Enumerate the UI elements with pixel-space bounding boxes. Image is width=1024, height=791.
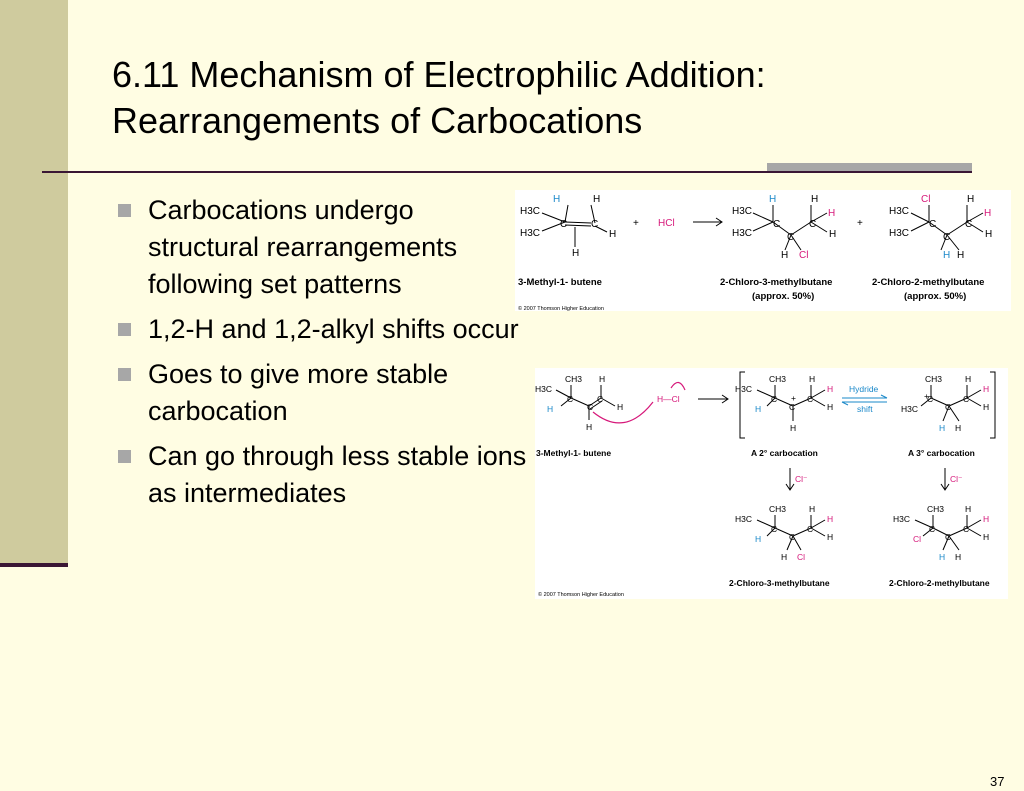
chem-label: (approx. 50%) (904, 291, 967, 302)
chem-label: H (553, 194, 561, 205)
chem-label: H3C (889, 206, 910, 217)
title-divider-accent (767, 163, 972, 171)
chem-label: CH3 (769, 504, 787, 514)
bullet-item (118, 192, 528, 303)
title-divider (42, 171, 972, 173)
chem-label: H3C (732, 228, 753, 239)
product1-name: 2-Chloro-3-methylbutane (729, 578, 830, 588)
chem-label: H (983, 384, 990, 394)
chem-label: H (755, 534, 762, 544)
chem-label: Cl⁻ (795, 474, 808, 484)
chem-label: H—Cl (657, 394, 680, 404)
chem-label: H (609, 229, 617, 240)
reaction-figure-overall (515, 190, 1011, 311)
chem-label: C (771, 394, 778, 404)
chem-label: + (924, 391, 929, 401)
carbocation-3-label: A 3° carbocation (908, 448, 975, 458)
chem-label: H (547, 404, 554, 414)
chem-label: H (828, 208, 836, 219)
chem-label: Cl (797, 552, 806, 562)
chem-label: H3C (889, 228, 910, 239)
chem-label: C (789, 532, 796, 542)
chem-label: H (965, 374, 972, 384)
product2-name: 2-Chloro-2-methylbutane (872, 277, 985, 288)
chem-label: H (827, 384, 834, 394)
chem-label: H (781, 250, 789, 261)
chem-label: C (809, 219, 817, 230)
chem-label: H (790, 423, 797, 433)
chem-label: C (945, 532, 952, 542)
chem-label: H (943, 250, 951, 261)
chem-label: Cl (921, 194, 931, 205)
chem-label: H (593, 194, 601, 205)
bullet-square-icon (118, 323, 131, 336)
bullet-text: 1,2-H and 1,2-alkyl shifts occur (148, 314, 519, 344)
bullet-square-icon (118, 450, 131, 463)
product2-name: 2-Chloro-2-methylbutane (889, 578, 990, 588)
reactant-name: 3-Methyl-1- butene (536, 448, 612, 458)
chem-label: C (943, 232, 951, 243)
chem-label: (approx. 50%) (752, 291, 815, 302)
reaction-mechanism-diagram (535, 368, 1008, 599)
chem-label: C (945, 402, 952, 412)
chem-label: C (771, 524, 778, 534)
side-accent-bar (0, 0, 68, 565)
chem-label: C (591, 219, 599, 230)
title-line-1: 6.11 Mechanism of Electrophilic Addition: (112, 54, 766, 95)
chem-label: shift (857, 404, 873, 414)
page-number: 37 (990, 774, 1005, 789)
chem-label: C (965, 219, 973, 230)
bullet-square-icon (118, 204, 131, 217)
chem-label: H3C (535, 384, 553, 394)
title-line-2: Rearrangements of Carbocations (112, 100, 643, 141)
chem-label: H (955, 423, 962, 433)
chem-label: H (983, 532, 990, 542)
chem-label: H (957, 250, 965, 261)
carbocation-2-label: A 2° carbocation (751, 448, 818, 458)
chem-label: C (807, 524, 814, 534)
chem-label: H3C (732, 206, 753, 217)
figure2-copyright: © 2007 Thomson Higher Education (538, 592, 624, 598)
chem-label: C (773, 219, 781, 230)
chem-label: CH3 (925, 374, 943, 384)
chem-label: H (586, 422, 593, 432)
chem-label: C (587, 402, 594, 412)
reaction-figure-mechanism (535, 368, 1008, 599)
bullet-item (118, 356, 528, 430)
bullet-item (118, 311, 528, 348)
chem-label: H (599, 374, 606, 384)
chem-label: H (617, 402, 624, 412)
chem-label: H (984, 208, 992, 219)
chem-label: C (787, 232, 795, 243)
hydride-shift-label: Hydride (849, 384, 879, 394)
chem-label: C (963, 524, 970, 534)
reaction-overall-diagram (515, 190, 1011, 311)
chem-label: CH3 (769, 374, 787, 384)
side-accent-rule (0, 563, 68, 567)
chem-label: H (939, 423, 946, 433)
chem-label: CH3 (565, 374, 583, 384)
chem-label: C (929, 219, 937, 230)
chem-label: H (809, 504, 816, 514)
chem-label: + (791, 393, 796, 403)
chem-label: + (857, 218, 863, 229)
product1-name: 2-Chloro-3-methylbutane (720, 277, 833, 288)
reactant-name: 3-Methyl-1- butene (518, 277, 602, 288)
chem-label: H (827, 532, 834, 542)
chem-label: H (827, 514, 834, 524)
chem-label: CH3 (927, 504, 945, 514)
chem-label: H (755, 404, 762, 414)
chem-label: H (967, 194, 975, 205)
chem-label: H (985, 229, 993, 240)
chem-label: Cl (913, 534, 922, 544)
chem-label: H (781, 552, 788, 562)
chem-label: C (567, 394, 574, 404)
chem-label: H (572, 248, 580, 259)
chem-label: C (789, 402, 796, 412)
chem-label: H (983, 514, 990, 524)
chem-label: H3C (735, 384, 753, 394)
chem-label: H3C (893, 514, 911, 524)
reagent-hcl: HCl (658, 218, 675, 229)
slide-title (112, 52, 972, 144)
chem-label: H (829, 229, 837, 240)
bullet-square-icon (118, 368, 131, 381)
chem-label: + (633, 218, 639, 229)
chem-label: H3C (901, 404, 919, 414)
chem-label: Cl⁻ (950, 474, 963, 484)
chem-label: Cl (799, 250, 809, 261)
chem-label: H3C (735, 514, 753, 524)
chem-label: C (807, 394, 814, 404)
chem-label: C (963, 394, 970, 404)
chem-label: C (929, 524, 936, 534)
chem-label: H (939, 552, 946, 562)
chem-label: C (597, 394, 604, 404)
bullet-item (118, 438, 528, 512)
chem-label: H (809, 374, 816, 384)
chem-label: H (965, 504, 972, 514)
chem-label: C (927, 394, 934, 404)
chem-label: H (955, 552, 962, 562)
chem-label: H (811, 194, 819, 205)
chem-label: H3C (520, 206, 541, 217)
chem-label: H (983, 402, 990, 412)
chem-label: H (827, 402, 834, 412)
bullet-list (118, 192, 528, 520)
chem-label: H (769, 194, 777, 205)
chem-label: H3C (520, 228, 541, 239)
bullet-text: Carbocations undergo structural rearrangements following set patterns (148, 195, 458, 299)
bullet-text: Can go through less stable ions as intermediates (148, 441, 527, 508)
chem-label: C (560, 219, 568, 230)
figure1-copyright: © 2007 Thomson Higher Education (518, 306, 604, 311)
bullet-text: Goes to give more stable carbocation (148, 359, 449, 426)
